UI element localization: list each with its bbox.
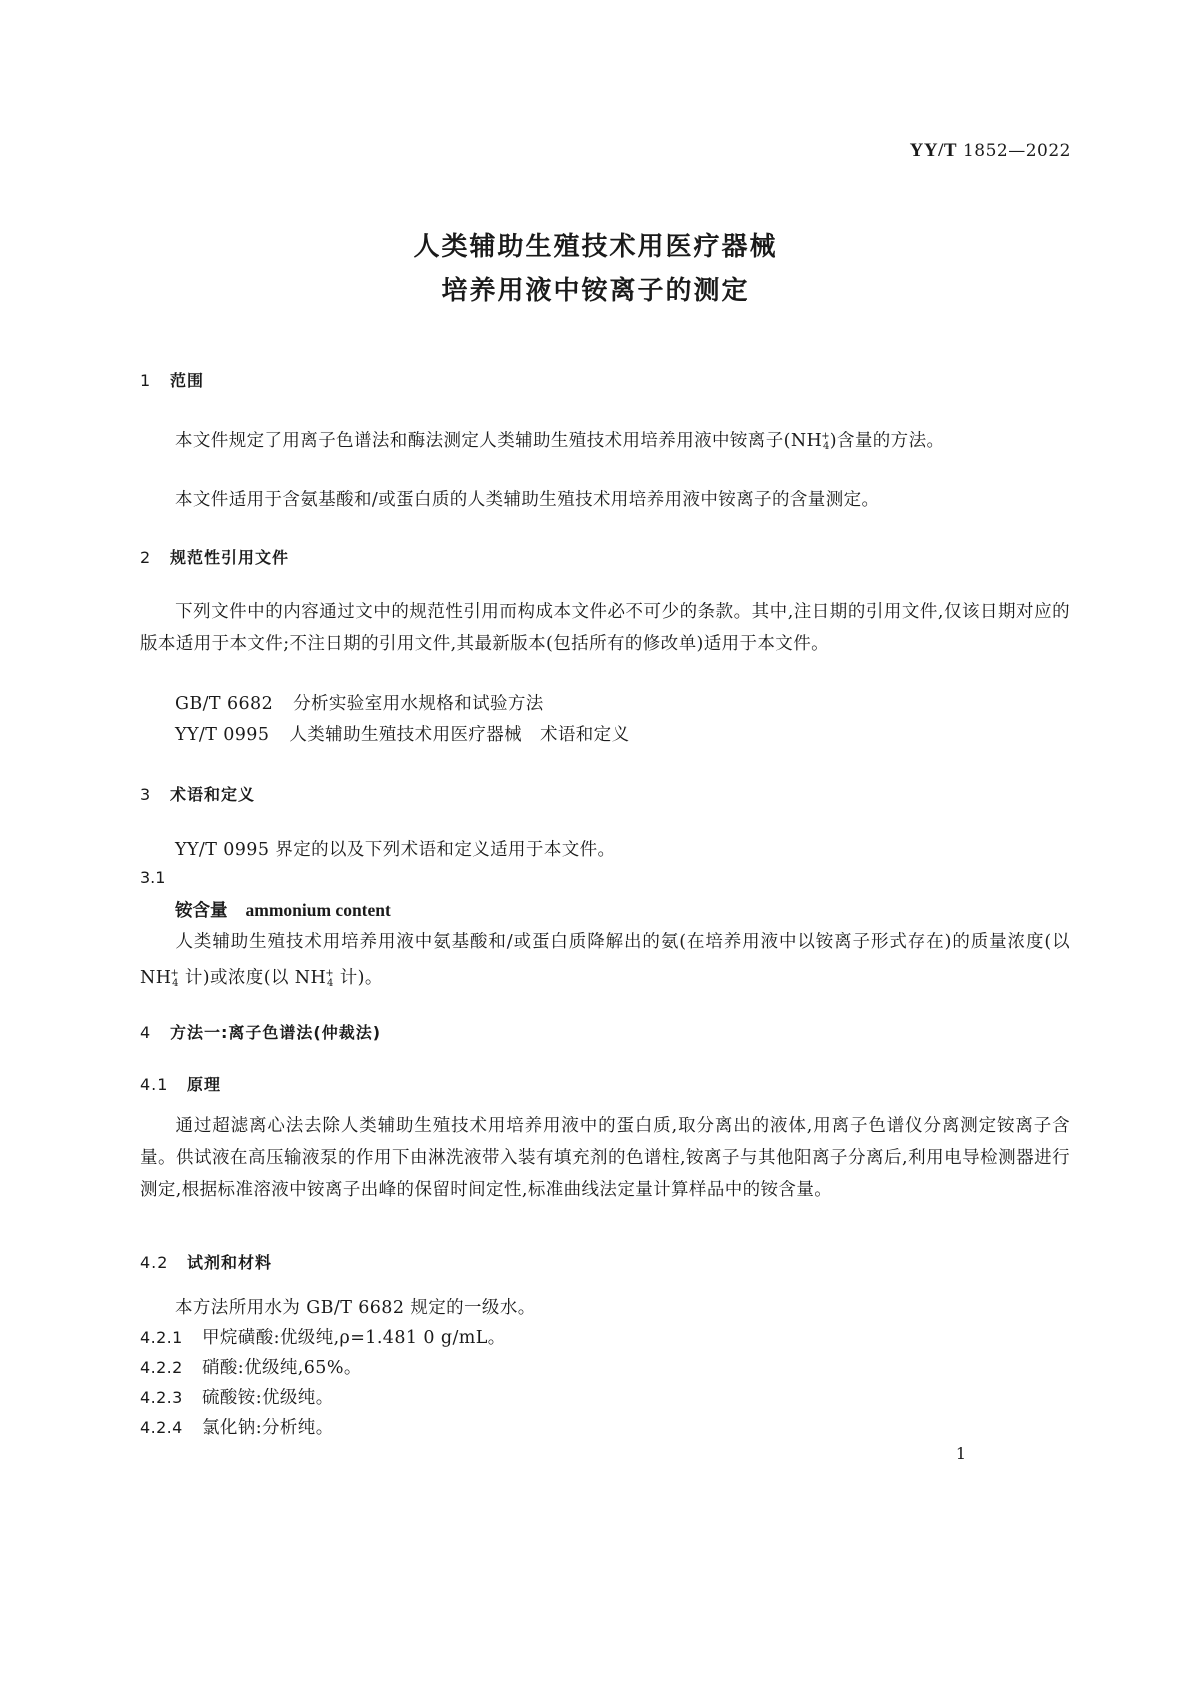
section-title: 规范性引用文件 (170, 548, 290, 567)
definition-text: 人类辅助生殖技术用培养用液中氨基酸和/或蛋白质降解出的氨(在培养用液中以铵离子形式存在)的质量浓度(以 NH (140, 932, 1070, 988)
section-1-heading (140, 368, 1070, 391)
section-1-paragraph-1 (140, 421, 1070, 463)
section-3-paragraph (140, 834, 1070, 866)
standard-prefix: YY/T (909, 140, 958, 161)
section-4-heading (140, 1020, 1070, 1043)
subsection-title: 试剂和材料 (187, 1253, 273, 1272)
item-number: 4.2.3 (140, 1388, 183, 1407)
reference-item (140, 688, 1070, 720)
section-number: 3 (140, 785, 152, 804)
subsection-number: 4.1 (140, 1075, 169, 1094)
section-title: 方法一:离子色谱法(仲裁法) (170, 1023, 382, 1042)
ion-subscript: 4 (172, 978, 179, 989)
section-title: 术语和定义 (170, 785, 256, 804)
paragraph-text: 下列文件中的内容通过文中的规范性引用而构成本文件必不可少的条款。其中,注日期的引用文件,仅该日期对应的版本适用于本文件;不注日期的引用文件,其最新版本(包括所有的修改单)适用于本文件。 (140, 602, 1070, 654)
document-title-line1: 人类辅助生殖技术用医疗器械 (413, 232, 778, 262)
page-number: 1 (955, 1444, 966, 1463)
ion-subscript: 4 (822, 441, 830, 452)
section-number: 2 (140, 548, 152, 567)
item-text: 氯化钠:分析纯。 (202, 1418, 334, 1438)
reference-name: 人类辅助生殖技术用医疗器械 术语和定义 (289, 725, 630, 745)
section-3-heading (140, 782, 1070, 805)
term-english: ammonium content (245, 900, 391, 920)
ion-subscript: 4 (326, 978, 334, 989)
item-number: 4.2.4 (140, 1418, 183, 1437)
section-title: 范围 (170, 371, 205, 390)
item-text: 硫酸铵:优级纯。 (202, 1388, 334, 1408)
ion-charge: + (821, 431, 830, 442)
document-title-line2: 培养用液中铵离子的测定 (441, 276, 750, 306)
reference-item (140, 719, 1070, 751)
paragraph-text: 本文件适用于含氨基酸和/或蛋白质的人类辅助生殖技术用培养用液中铵离子的含量测定。 (175, 490, 880, 510)
term-heading (140, 894, 1070, 927)
paragraph-text: 通过超滤离心法去除人类辅助生殖技术用培养用液中的蛋白质,取分离出的液体,用离子色谱仪分离测定铵离子含量。供试液在高压输液泵的作用下由淋洗液带入装有填充剂的色谱柱,铵离子与其他阳离子分离后,利用电导检测器进行测定,根据标准溶液中铵离子出峰的保留时间定性,标准曲线法定量计算样品中的铵含量。 (140, 1116, 1070, 1200)
paragraph-text-tail: )含量的方法。 (829, 431, 945, 451)
standard-number (910, 140, 1071, 162)
item-number: 4.2.2 (140, 1358, 183, 1377)
paragraph-text: 本文件规定了用离子色谱法和酶法测定人类辅助生殖技术用培养用液中铵离子(NH (175, 431, 823, 451)
subsection-title: 原理 (187, 1075, 222, 1094)
section-2-heading (140, 545, 1070, 568)
definition-text: 计)。 (333, 968, 383, 988)
item-text: 甲烷磺酸:优级纯,ρ=1.481 0 g/mL。 (202, 1328, 506, 1348)
reagent-item (140, 1382, 1070, 1414)
subsection-4-2-paragraph (140, 1292, 1070, 1324)
subsection-4-2-heading (140, 1250, 1070, 1273)
ion-charge: + (170, 968, 180, 979)
reagent-item (140, 1412, 1070, 1444)
paragraph-text: 本方法所用水为 GB/T 6682 规定的一级水。 (175, 1298, 536, 1318)
standard-code: 1852—2022 (962, 141, 1071, 161)
item-number: 4.2.1 (140, 1328, 183, 1347)
reference-name: 分析实验室用水规格和试验方法 (293, 694, 544, 714)
reagent-item (140, 1322, 1070, 1354)
term-number: 3.1 (140, 868, 166, 887)
ion-charge: + (325, 968, 334, 979)
section-2-paragraph (140, 596, 1070, 660)
term-definition (140, 926, 1070, 1000)
subsection-4-1-paragraph (140, 1110, 1070, 1206)
item-text: 硝酸:优级纯,65%。 (202, 1358, 362, 1378)
reference-code: YY/T 0995 (175, 725, 270, 745)
reference-code: GB/T 6682 (175, 694, 274, 714)
section-number: 4 (140, 1023, 152, 1042)
reagent-item (140, 1352, 1070, 1384)
subsection-number: 4.2 (140, 1253, 169, 1272)
definition-text: 计)或浓度(以 NH (178, 968, 327, 988)
section-number: 1 (140, 371, 152, 390)
section-1-paragraph-2 (140, 484, 1070, 516)
term-chinese: 铵含量 (175, 901, 228, 921)
paragraph-text: YY/T 0995 界定的以及下列术语和定义适用于本文件。 (175, 840, 616, 860)
subsection-4-1-heading (140, 1072, 1070, 1095)
